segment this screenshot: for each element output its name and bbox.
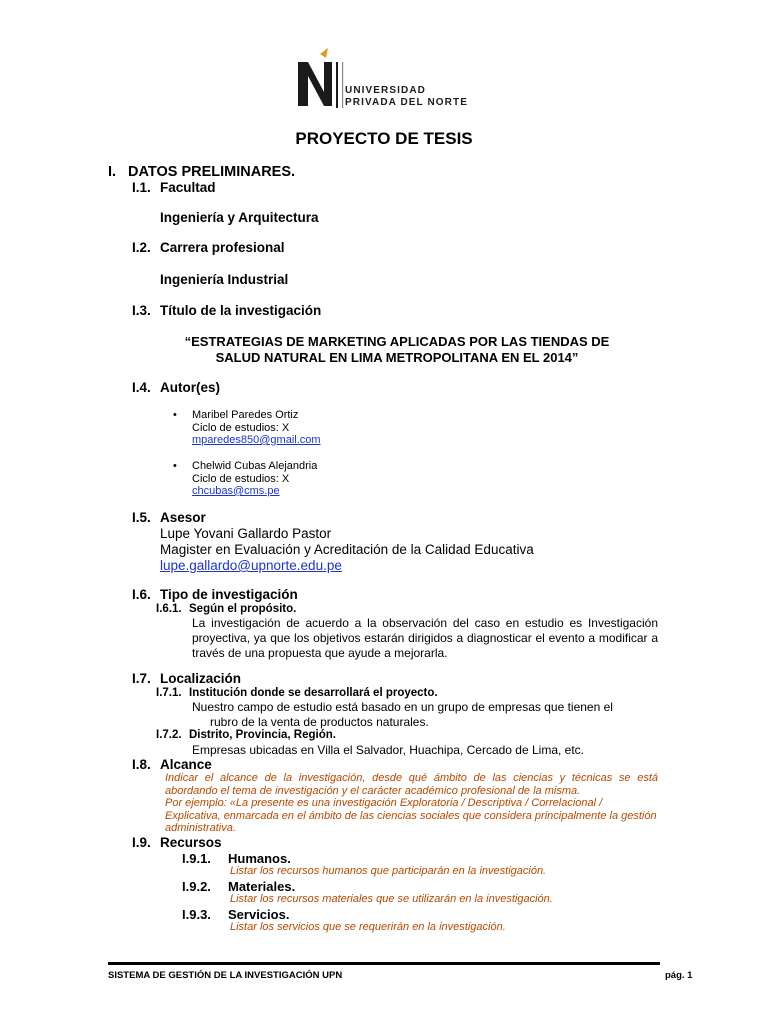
recursos-heading: Recursos (160, 835, 222, 850)
bullet-icon: • (173, 409, 177, 421)
author-2 (192, 460, 317, 498)
logo-line-2: PRIVADA DEL NORTE (345, 96, 468, 108)
localizacion-number: I.7. (132, 671, 151, 686)
alcance-number: I.8. (132, 757, 151, 772)
author-email-link[interactable]: chcubas@cms.pe (192, 485, 280, 497)
institucion-line-2: rubro de la venta de productos naturales. (210, 715, 429, 729)
recurso-hint: Listar los servicios que se requerirán en la investigación. (230, 921, 506, 933)
logo-line-1: UNIVERSIDAD (345, 85, 426, 96)
section-heading: DATOS PRELIMINARES. (128, 164, 296, 180)
institucion-line-1: Nuestro campo de estudio está basado en un grupo de empresas que tienen el (192, 700, 613, 714)
localizacion-sub2-heading: Distrito, Provincia, Región. (189, 729, 336, 741)
footer-system-name: SISTEMA DE GESTIÓN DE LA INVESTIGACIÓN UPN (108, 970, 343, 981)
author-name: Chelwid Cubas Alejandria (192, 460, 318, 472)
distrito-text: Empresas ubicadas en Villa el Salvador, Huachipa, Cercado de Lima, etc. (192, 743, 584, 757)
recurso-number: I.9.1. (182, 851, 211, 866)
asesor-email-link[interactable]: lupe.gallardo@upnorte.edu.pe (160, 558, 342, 573)
recurso-hint: Listar los recursos materiales que se utilizarán en la investigación. (230, 893, 553, 905)
tipo-heading: Tipo de investigación (160, 587, 298, 602)
asesor-details (160, 526, 534, 574)
bullet-icon: • (173, 460, 177, 472)
recurso-number: I.9.2. (182, 879, 211, 894)
author-email-link[interactable]: mparedes850@gmail.com (192, 434, 321, 446)
autores-number: I.4. (132, 380, 151, 395)
author-1 (192, 409, 321, 447)
logo-wordmark (345, 85, 468, 108)
author-ciclo: Ciclo de estudios: X (192, 421, 290, 434)
localizacion-sub1-heading: Institución donde se desarrollará el proyecto. (189, 687, 438, 699)
carrera-number: I.2. (132, 240, 151, 255)
carrera-heading: Carrera profesional (160, 240, 285, 255)
recurso-heading: Servicios. (228, 907, 290, 922)
section-number: I. (108, 164, 117, 180)
asesor-number: I.5. (132, 510, 151, 525)
facultad-number: I.1. (132, 180, 151, 195)
localizacion-sub2-number: I.7.2. (156, 729, 182, 741)
tipo-sub-number: I.6.1. (156, 603, 182, 615)
asesor-heading: Asesor (160, 510, 206, 525)
author-ciclo: Ciclo de estudios: X (192, 472, 290, 485)
recurso-number: I.9.3. (182, 907, 211, 922)
recursos-number: I.9. (132, 835, 151, 850)
tipo-number: I.6. (132, 587, 151, 602)
alcance-example: Por ejemplo: «La presente es una investigación Exploratoria / Descriptiva / Correlacional / Explicativa, enmarcada en el ámbito de las ciencias sociales que considera principalmente la gestión administrativa. (165, 797, 657, 834)
thesis-title-line-2: SALUD NATURAL EN LIMA METROPOLITANA EN EL 2014” (215, 350, 579, 365)
recurso-heading: Materiales. (228, 879, 296, 894)
localizacion-sub1-number: I.7.1. (156, 687, 182, 699)
tipo-description: La investigación de acuerdo a la observación del caso en estudio es Investigación proyectiva, ya que los objetivos estarán dirigidos a diagnosticar el evento a modificar a través de una propuesta que ayude a mejorarla. (192, 616, 658, 660)
recurso-heading: Humanos. (228, 851, 291, 866)
localizacion-heading: Localización (160, 671, 242, 686)
footer-divider (108, 962, 660, 965)
page-number: pág. 1 (665, 970, 693, 981)
thesis-title-line-1: “ESTRATEGIAS DE MARKETING APLICADAS POR LAS TIENDAS DE (184, 334, 610, 349)
asesor-degree: Magister en Evaluación y Acreditación de la Calidad Educativa (160, 542, 534, 557)
recurso-hint: Listar los recursos humanos que participarán en la investigación. (230, 865, 547, 877)
facultad-value: Ingeniería y Arquitectura (160, 210, 319, 225)
carrera-value: Ingeniería Industrial (160, 272, 289, 287)
titulo-number: I.3. (132, 303, 151, 318)
asesor-name: Lupe Yovani Gallardo Pastor (160, 526, 332, 541)
tipo-sub-heading: Según el propósito. (189, 603, 297, 615)
autores-heading: Autor(es) (160, 380, 220, 395)
author-name: Maribel Paredes Ortiz (192, 409, 299, 421)
alcance-instruction: Indicar el alcance de la investigación, desde qué ámbito de las ciencias y técnicas se está abordando el tema de investigación y el carácter académico profesional de la misma. (165, 772, 658, 797)
thesis-title (140, 334, 654, 366)
page-title: PROYECTO DE TESIS (295, 129, 473, 148)
alcance-heading: Alcance (160, 757, 212, 772)
titulo-heading: Título de la investigación (160, 303, 322, 318)
facultad-heading: Facultad (160, 180, 216, 195)
